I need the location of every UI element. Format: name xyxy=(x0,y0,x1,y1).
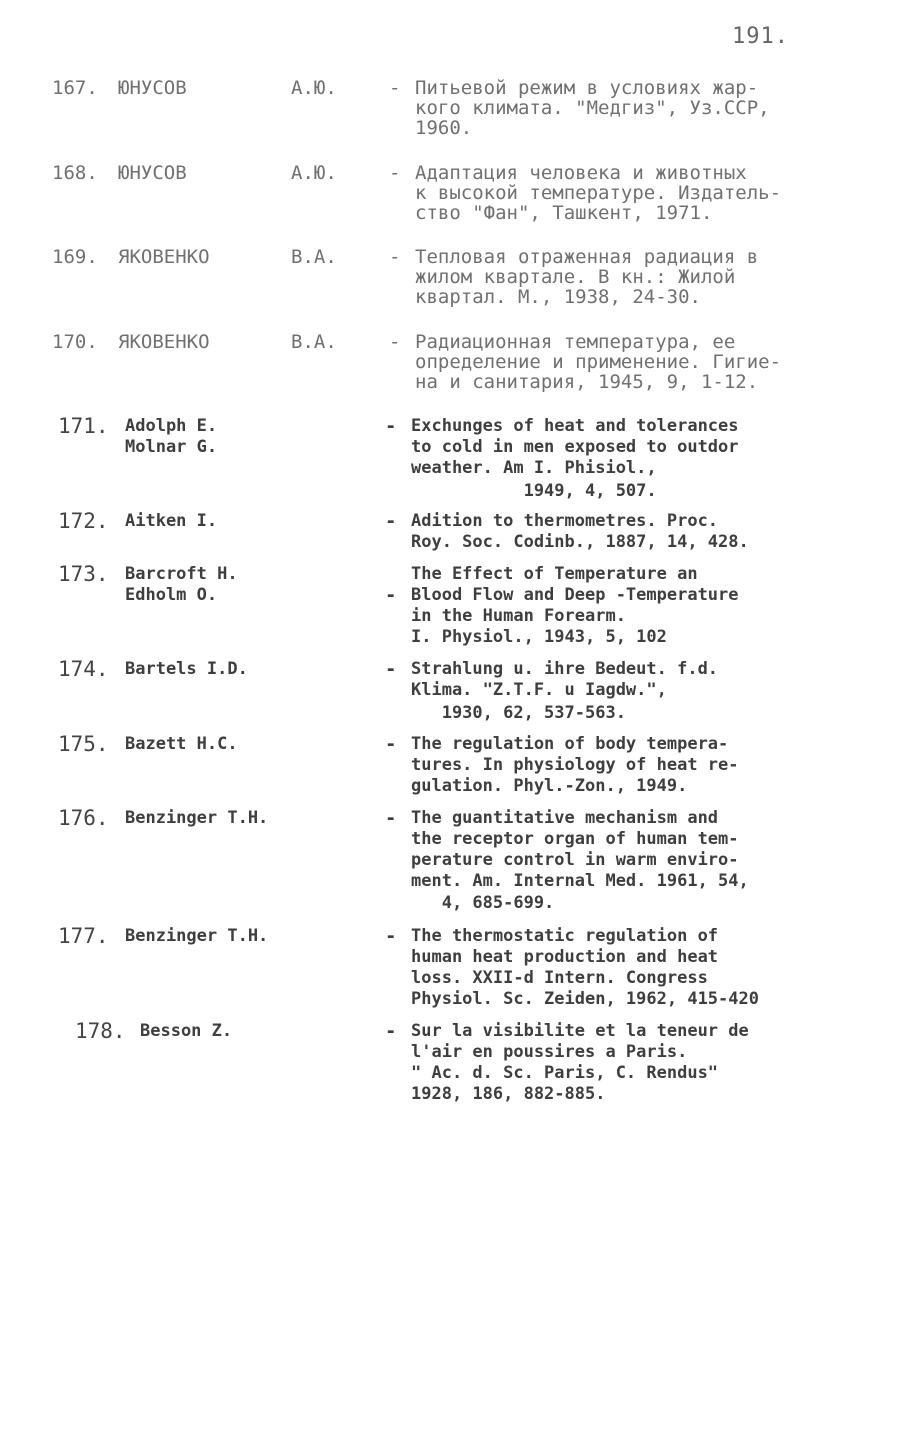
entry-number: 177. xyxy=(58,924,109,948)
entry-dash: - xyxy=(389,331,401,353)
entry-text-line: Радиационная температура, ее xyxy=(415,331,736,353)
entry-text-line: Strahlung u. ihre Bedeut. f.d. xyxy=(411,659,719,679)
entry-number: 173. xyxy=(58,562,109,586)
entry-text-line: The Effect of Temperature an xyxy=(411,564,698,584)
entry-text-line: 4, 685-699. xyxy=(411,893,555,913)
entry-text-line: Blood Flow and Deep -Temperature xyxy=(411,585,739,605)
entry-text-line: определение и применение. Гигие- xyxy=(415,351,782,373)
entry-text-line: кого климата. "Медгиз", Уз.ССР, xyxy=(415,97,770,119)
entry-author: Bazett H.C. xyxy=(125,734,238,754)
entry-text-line: жилом квартале. В кн.: Жилой xyxy=(415,266,736,288)
entry-text-line: Exchunges of heat and tolerances xyxy=(411,416,739,436)
entry-dash: - xyxy=(385,1020,397,1042)
entry-text-line: Тепловая отраженная радиация в xyxy=(415,246,759,268)
entry-author: Aitken I. xyxy=(125,511,218,531)
entry-author: ЮНУСОВ xyxy=(118,77,187,99)
entry-text-line: human heat production and heat xyxy=(411,947,719,967)
entry-number: 169. xyxy=(52,246,98,268)
entry-author: ЯКОВЕНКО xyxy=(118,331,210,353)
entry-initials: В.А. xyxy=(291,246,337,268)
entry-text-line: The guantitative mechanism and xyxy=(411,808,719,828)
entry-text-line: Адаптация человека и животных xyxy=(415,162,747,184)
entry-number: 168. xyxy=(52,162,98,184)
entry-text-line: perature control in warm enviro- xyxy=(411,850,739,870)
entry-text-line: weather. Am I. Phisiol., xyxy=(411,458,657,478)
entry-text-line: 1949, 4, 507. xyxy=(411,481,657,501)
entry-text-line: квартал. М., 1938, 24-30. xyxy=(415,286,701,308)
entry-author: Bartels I.D. xyxy=(125,659,248,679)
entry-text-line: The thermostatic regulation of xyxy=(411,926,719,946)
entry-text-line: the receptor organ of human tem- xyxy=(411,829,739,849)
entry-text-line: The regulation of body tempera- xyxy=(411,734,729,754)
entry-text-line: 1928, 186, 882-885. xyxy=(411,1084,606,1104)
entry-number: 171. xyxy=(58,414,109,438)
entry-author: ЯКОВЕНКО xyxy=(118,246,210,268)
entry-author: Adolph E. xyxy=(125,416,218,436)
entry-author: Molnar G. xyxy=(125,437,218,457)
entry-text-line: I. Physiol., 1943, 5, 102 xyxy=(411,627,667,647)
entry-text-line: на и санитария, 1945, 9, 1-12. xyxy=(415,371,759,393)
entry-number: 174. xyxy=(58,657,109,681)
entry-dash: - xyxy=(389,246,401,268)
entry-number: 178. xyxy=(75,1019,126,1043)
entry-text-line: Питьевой режим в условиях жар- xyxy=(415,77,759,99)
entry-text-line: in the Human Forearm. xyxy=(411,606,626,626)
entry-number: 167. xyxy=(52,77,98,99)
entry-author: Besson Z. xyxy=(140,1021,233,1041)
entry-initials: А.Ю. xyxy=(291,162,337,184)
entry-dash: - xyxy=(385,415,397,437)
entry-number: 170. xyxy=(52,331,98,353)
entry-text-line: tures. In physiology of heat re- xyxy=(411,755,739,775)
entry-text-line: Roy. Soc. Codinb., 1887, 14, 428. xyxy=(411,532,749,552)
entry-author: Benzinger T.H. xyxy=(125,926,269,946)
entry-dash: - xyxy=(385,925,397,947)
entry-number: 176. xyxy=(58,806,109,830)
entry-text-line: Adition to thermometres. Proc. xyxy=(411,511,719,531)
entry-dash: - xyxy=(385,658,397,680)
entry-dash: - xyxy=(385,584,397,606)
entry-text-line: Sur la visibilite et la teneur de xyxy=(411,1021,749,1041)
entry-author: Barcroft H. xyxy=(125,564,238,584)
entry-text-line: " Ac. d. Sc. Paris, C. Rendus" xyxy=(411,1063,719,1083)
entry-text-line: to cold in men exposed to outdor xyxy=(411,437,739,457)
entry-dash: - xyxy=(389,77,401,99)
entry-author: ЮНУСОВ xyxy=(118,162,187,184)
entry-initials: В.А. xyxy=(291,331,337,353)
entry-text-line: к высокой температуре. Издатель- xyxy=(415,182,782,204)
entry-dash: - xyxy=(385,510,397,532)
entry-text-line: gulation. Phyl.-Zon., 1949. xyxy=(411,776,688,796)
entry-text-line: 1930, 62, 537-563. xyxy=(411,703,626,723)
entry-text-line: Physiol. Sc. Zeiden, 1962, 415-420 xyxy=(411,989,759,1009)
page-number: 191. xyxy=(732,24,789,49)
entry-author: Edholm O. xyxy=(125,585,218,605)
entry-number: 175. xyxy=(58,732,109,756)
entry-initials: А.Ю. xyxy=(291,77,337,99)
entry-author: Benzinger T.H. xyxy=(125,808,269,828)
entry-number: 172. xyxy=(58,509,109,533)
entry-text-line: ство "Фан", Ташкент, 1971. xyxy=(415,202,713,224)
entry-text-line: Klima. "Z.T.F. u Iagdw.", xyxy=(411,680,667,700)
entry-dash: - xyxy=(385,807,397,829)
entry-text-line: 1960. xyxy=(415,117,473,139)
entry-text-line: loss. XXII-d Intern. Congress xyxy=(411,968,708,988)
entry-text-line: ment. Am. Internal Med. 1961, 54, xyxy=(411,871,749,891)
entry-dash: - xyxy=(389,162,401,184)
entry-text-line: l'air en poussires a Paris. xyxy=(411,1042,688,1062)
entry-dash: - xyxy=(385,733,397,755)
